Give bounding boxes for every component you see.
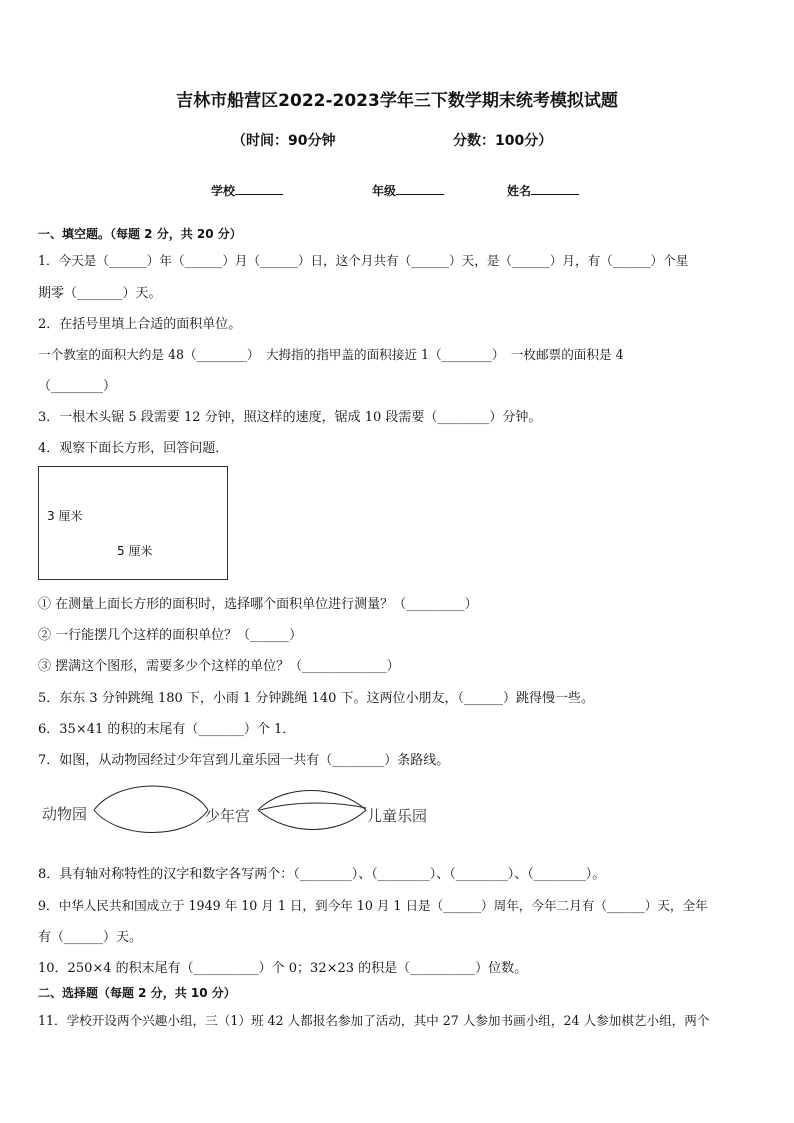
question-5: 5．东东 3 分钟跳绳 180 下，小雨 1 分钟跳绳 140 下。这两位小朋友，（______）跳得慢一些。 bbox=[38, 691, 594, 706]
section-heading-fill: 一、填空题。（每题 2 分，共 20 分） bbox=[38, 227, 242, 241]
question-2: 2．在括号里填上合适的面积单位。 bbox=[38, 317, 242, 332]
grade-label: 年级 bbox=[372, 184, 397, 198]
question-4-part-1: ① 在测量上面长方形的面积时，选择哪个面积单位进行测量？（_________） bbox=[38, 597, 478, 612]
question-4-part-2: ② 一行能摆几个这样的面积单位？（______） bbox=[38, 628, 303, 643]
question-10: 10．250×4 的积末尾有（__________）个 0；32×23 的积是（__________）位数。 bbox=[38, 961, 528, 976]
route-curve-2 bbox=[94, 810, 208, 833]
exam-score: 分数：100分） bbox=[453, 133, 553, 149]
question-1-line-1: 1．今天是（______）年（______）月（______）日，这个月共有（______）天，是（______）月，有（______）个星 bbox=[38, 253, 689, 268]
question-8: 8．具有轴对称特性的汉字和数字各写两个：（________）、（________）、（________）、（________）。 bbox=[38, 867, 606, 882]
question-1-line-2: 期零（_______）天。 bbox=[38, 286, 162, 301]
route-label-zoo: 动物园 bbox=[42, 805, 88, 823]
rectangle-side-label: 3 厘米 bbox=[47, 509, 83, 523]
school-blank[interactable] bbox=[235, 182, 283, 195]
school-field[interactable] bbox=[211, 182, 283, 199]
name-blank[interactable] bbox=[531, 182, 579, 195]
grade-field[interactable] bbox=[372, 182, 444, 199]
school-label: 学校 bbox=[211, 184, 236, 198]
route-label-playground: 儿童乐园 bbox=[367, 807, 428, 825]
question-9-line-2: 有（______）天。 bbox=[38, 930, 143, 945]
route-label-youth-palace: 少年宫 bbox=[205, 807, 251, 825]
rectangle-bottom-label: 5 厘米 bbox=[117, 544, 153, 558]
question-4: 4．观察下面长方形，回答问题． bbox=[38, 441, 229, 456]
question-2-line-1: 一个教室的面积大约是 48（________） 大拇指的指甲盖的面积接近 1（________） 一枚邮票的面积是 4 bbox=[38, 347, 624, 362]
route-curve-1 bbox=[94, 786, 208, 810]
name-field[interactable] bbox=[507, 182, 579, 199]
name-label: 姓名 bbox=[507, 184, 532, 198]
question-3: 3．一根木头锯 5 段需要 12 分钟，照这样的速度，锯成 10 段需要（________）分钟。 bbox=[38, 410, 542, 425]
question-6: 6．35×41 的积的末尾有（_______）个 1． bbox=[38, 722, 296, 737]
route-curve-5 bbox=[260, 803, 366, 810]
question-9-line-1: 9．中华人民共和国成立于 1949 年 10 月 1 日，到今年 10 月 1 日是（______）周年，今年二月有（______）天，全年 bbox=[38, 898, 708, 913]
question-7: 7．如图，从动物园经过少年宫到儿童乐园一共有（________）条路线。 bbox=[38, 753, 450, 768]
grade-blank[interactable] bbox=[396, 182, 444, 195]
page-title: 吉林市船营区2022-2023学年三下数学期末统考模拟试题 bbox=[176, 91, 618, 111]
section-heading-choice: 二、选择题（每题 2 分，共 10 分） bbox=[38, 986, 236, 1000]
question-4-part-3: ③ 摆满这个图形，需要多少个这样的单位？（_____________） bbox=[38, 659, 400, 674]
exam-time: （时间：90分钟 bbox=[232, 133, 336, 149]
route-curve-4 bbox=[258, 810, 366, 830]
question-2-line-2: （________） bbox=[38, 379, 117, 394]
question-11: 11．学校开设两个兴趣小组，三（1）班 42 人都报名参加了活动，其中 27 人参加书画小组，24 人参加棋艺小组，两个 bbox=[38, 1013, 710, 1028]
